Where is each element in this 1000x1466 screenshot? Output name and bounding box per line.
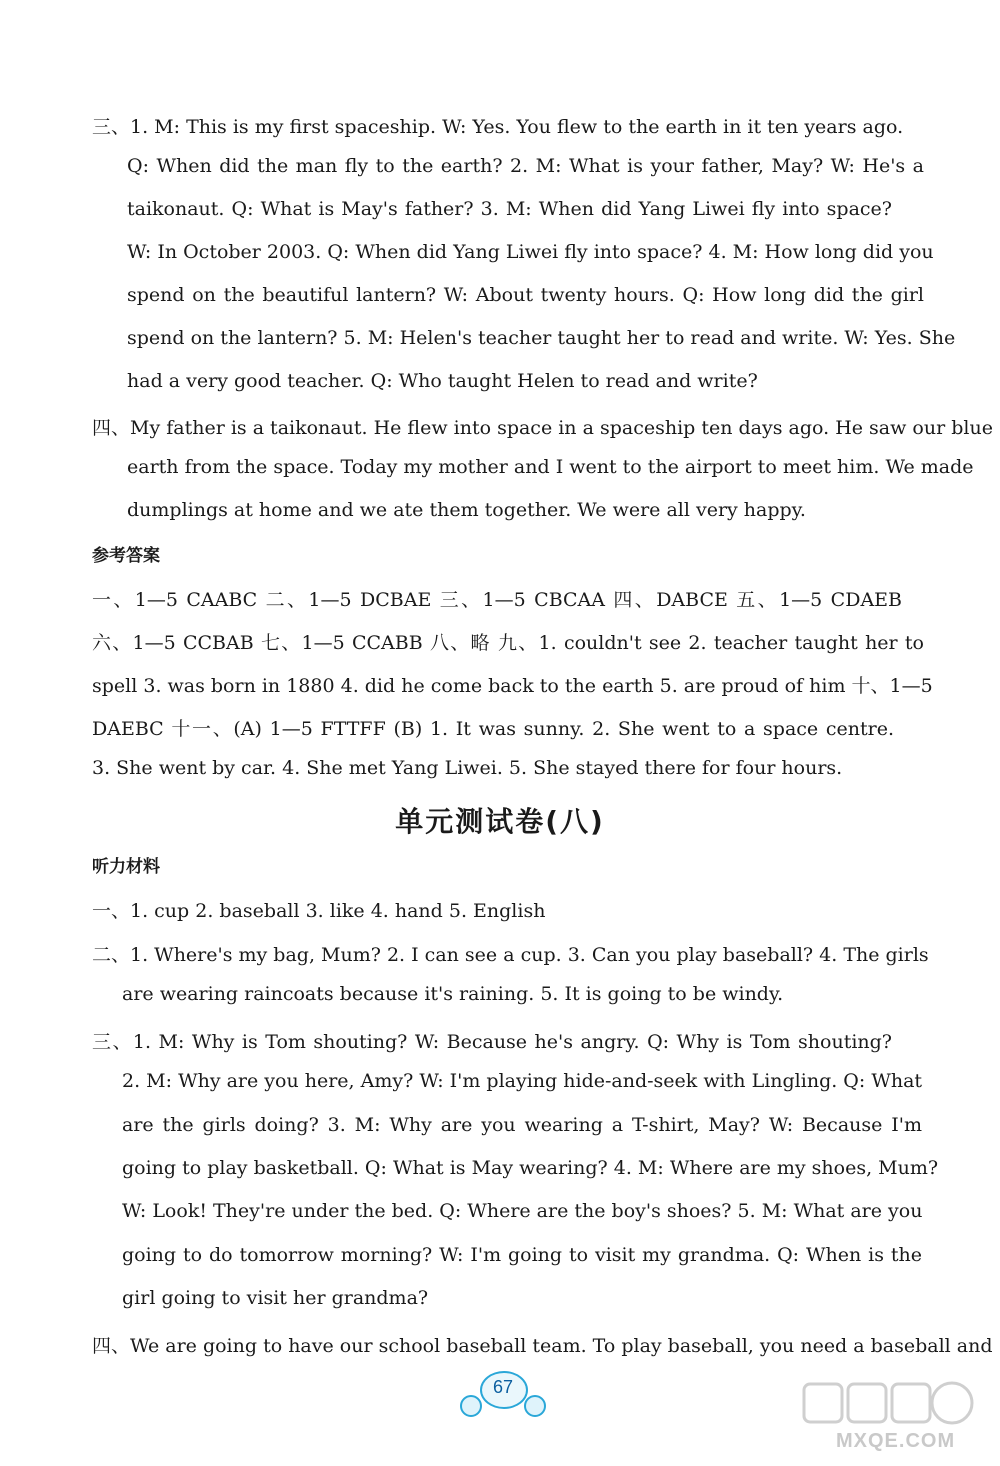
answers-line-5: 3. She went by car. 4. She met Yang Liwei. 5. She stayed there for four hours.	[92, 757, 843, 779]
page-number: 67	[492, 1377, 514, 1397]
answers-line-3: spell 3. was born in 1880 4. did he come back to the earth 5. are proud of him 十、1—5	[92, 675, 933, 697]
watermark-text: MXQE.COM	[836, 1430, 956, 1452]
section2-line-2: are wearing raincoats because it's raining. 5. It is going to be windy.	[122, 983, 784, 1005]
page-number-badge	[458, 1365, 548, 1425]
section3b-line-4: going to play basketball. Q: What is May wearing? 4. M: Where are my shoes, Mum?	[122, 1157, 939, 1179]
answers-line-2: 六、1—5 CCBAB 七、1—5 CCABB 八、略 九、1. couldn't see 2. teacher taught her to	[92, 632, 924, 654]
section3b-line-2: 2. M: Why are you here, Amy? W: I'm playing hide-and-seek with Lingling. Q: What	[122, 1070, 923, 1092]
answers-heading: 参考答案	[92, 546, 160, 566]
answers-line-4: DAEBC 十一、(A) 1—5 FTTFF (B) 1. It was sunny. 2. She went to a space centre.	[92, 718, 894, 740]
bubble-left	[460, 1395, 482, 1417]
section3b-line-3: are the girls doing? 3. M: Why are you wearing a T-shirt, May? W: Because I'm	[122, 1114, 922, 1136]
section3-line-2: Q: When did the man fly to the earth? 2. M: What is your father, May? W: He's a	[127, 155, 924, 177]
section1-line: 一、1. cup 2. baseball 3. like 4. hand 5. English	[92, 900, 546, 922]
section3b-line-5: W: Look! They're under the bed. Q: Where are the boy's shoes? 5. M: What are you	[122, 1200, 923, 1222]
section4-line-2: earth from the space. Today my mother and I went to the airport to meet him. We made	[127, 456, 974, 478]
watermark	[802, 1378, 982, 1458]
bubble-right	[524, 1395, 546, 1417]
section3-line-3: taikonaut. Q: What is May's father? 3. M: When did Yang Liwei fly into space?	[127, 198, 892, 220]
section3b-line-6: going to do tomorrow morning? W: I'm going to visit my grandma. Q: When is the	[122, 1244, 922, 1266]
section3-line-6: spend on the lantern? 5. M: Helen's teacher taught her to read and write. W: Yes. She	[127, 327, 956, 349]
section3b-line-7: girl going to visit her grandma?	[122, 1287, 429, 1309]
section2-line-1: 二、1. Where's my bag, Mum? 2. I can see a cup. 3. Can you play baseball? 4. The girls	[92, 944, 929, 966]
section3-line-5: spend on the beautiful lantern? W: About twenty hours. Q: How long did the girl	[127, 284, 924, 306]
section4-line-3: dumplings at home and we ate them together. We were all very happy.	[127, 499, 806, 521]
section3-line-4: W: In October 2003. Q: When did Yang Liwei fly into space? 4. M: How long did you	[127, 241, 934, 263]
section3-line-1: 三、1. M: This is my first spaceship. W: Yes. You flew to the earth in it ten years ago.	[92, 116, 904, 138]
watermark-logo-icon	[802, 1378, 982, 1430]
section3b-line-1: 三、1. M: Why is Tom shouting? W: Because he's angry. Q: Why is Tom shouting?	[92, 1031, 892, 1053]
unit-title: 单元测试卷(八)	[395, 805, 605, 838]
section4-line-1: 四、My father is a taikonaut. He flew into space in a spaceship ten days ago. He saw our blue	[92, 417, 993, 439]
section3-line-7: had a very good teacher. Q: Who taught Helen to read and write?	[127, 370, 758, 392]
answers-line-1: 一、1—5 CAABC 二、1—5 DCBAE 三、1—5 CBCAA 四、DABCE 五、1—5 CDAEB	[92, 589, 902, 611]
listening-heading: 听力材料	[92, 857, 160, 877]
section4b-line-1: 四、We are going to have our school baseball team. To play baseball, you need a baseball and	[92, 1335, 993, 1357]
